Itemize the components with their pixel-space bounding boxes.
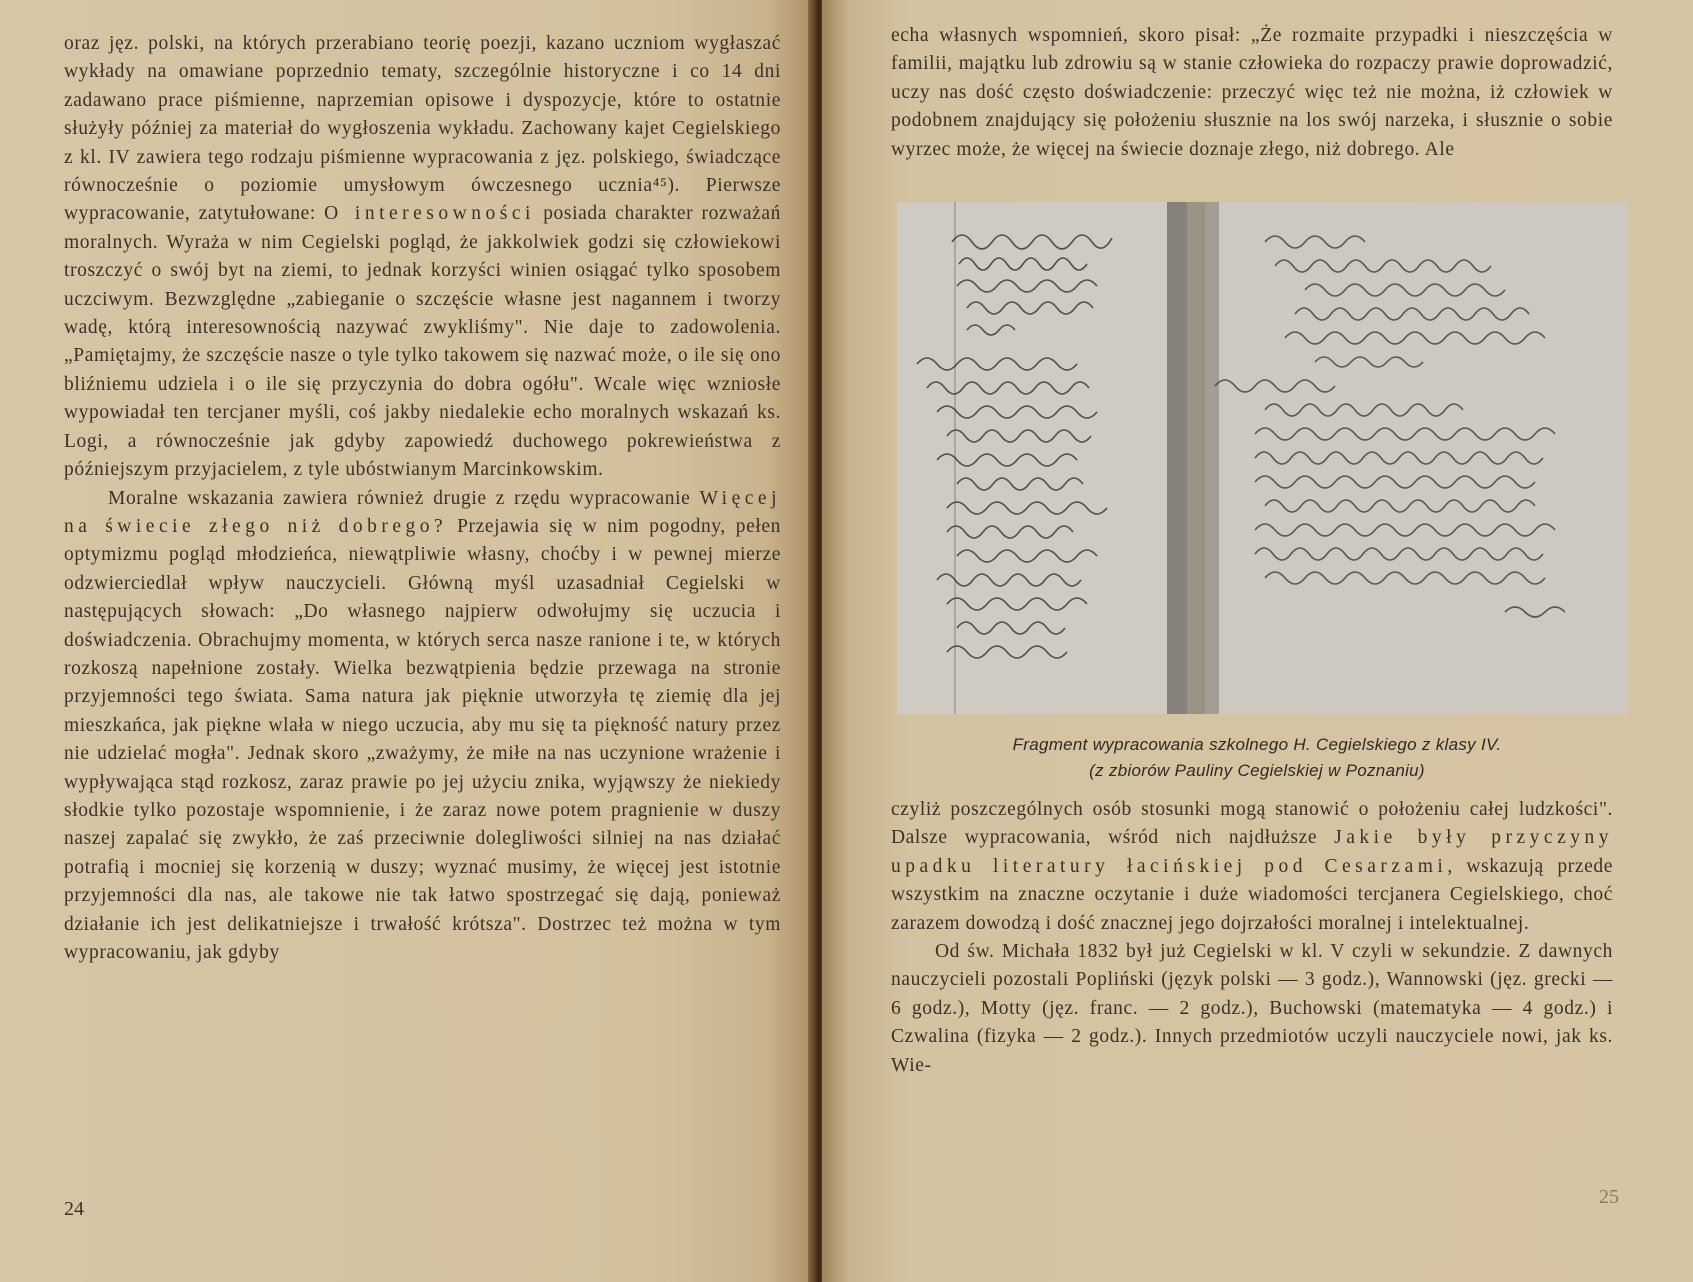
right-page: [822, 0, 1693, 1282]
left-paragraph: [64, 30, 781, 485]
left-spaced-title: Więcej na świecie złego niż dobrego?: [64, 487, 781, 537]
left-text-run: posiada charakter rozważań moralnych. Wyraża w nim Cegielski pogląd, że jakkolwiek godzi się człowiekowi troszczyć o swój byt na ziemi, to jednak korzyści winien osiągać tylko sposobem uczciwym. Bezwzględne „zabieganie o szczęście własne jest nagannem i tworzy wadę, którą interesownością nazywać zwykliśmy". Nie daje to zadowolenia. „Pamiętajmy, że szczęście nasze o tyle tylko takowem się nazwać może, o ile się ono bliźniemu udziela i o ile się przyczynia do dobra ogółu". Wcale więc wzniosłe wypowiadał ten tercjaner myśli, coś jakby niedalekie echo moralnych wskazań ks. Logi, a równocześnie jak gdyby zapowiedź duchowego pokrewieństwa z późniejszym przyjacielem, z tyle ubóstwianym Marcinkowskim.: [64, 203, 781, 481]
figure-caption-line-1: Fragment wypracowania szkolnego H. Cegielskiego z klasy IV.: [1012, 735, 1502, 755]
left-spaced-title: O interesowności: [324, 203, 535, 225]
figure-caption: [867, 732, 1647, 784]
right-text-run: , wskazują przede wszystkim na znaczne oczytanie i duże wiadomości tercjanera Cegielskiego, choć zarazem dowodzą i dość znacznej jego dojrzałości moralnej i intelektualnej.: [891, 855, 1613, 934]
right-paragraph: [891, 938, 1613, 1080]
right-page-text: [891, 796, 1613, 1080]
figure-caption-line-2: (z zbiorów Pauliny Cegielskiej w Poznaniu): [1089, 761, 1425, 781]
left-text-run: oraz jęz. polski, na których przerabiano teorię poezji, kazano uczniom wygłaszać wykłady na omawiane poprzednio tematy, szczególnie historyczne i co 14 dni zadawano prace piśmienne, naprzemian opisowe i dyspozycje, które to ostatnie służyły później za materiał do wygłoszenia wykładu. Zachowany kajet Cegielskiego z kl. IV zawiera tego rodzaju piśmienne wypracowania z jęz. polskiego, świadczące równocześnie o poziomie umysłowym ówczesnego ucznia⁴⁵). Pierwsze wypracowanie, zatytułowane:: [64, 33, 781, 225]
right-top-paragraph: echa własnych wspomnień, skoro pisał: „Że rozmaite przypadki i nieszczęścia w familii, majątku lub zdrowiu są w stanie człowieka do rozpaczy prawie doprowadzić, uczy nas dość często doświadczenie: przeczyć więc też nie można, iż człowiek w podobnem znajdujący się położeniu słusznie na los swój narzeka, i słusznie o sobie wyrzec może, że więcej na świecie doznaje złego, niż dobrego. Ale: [891, 25, 1613, 160]
manuscript-photo-right: [1205, 202, 1627, 714]
left-text-run: Moralne wskazania zawiera również drugie z rzędu wypracowanie: [108, 487, 700, 509]
left-page-number: 24: [64, 1198, 84, 1220]
right-spaced-title: Jakie były przyczyny upadku literatury łacińskiej pod Cesarzami: [891, 827, 1613, 877]
left-text-run: Przejawia się w nim pogodny, pełen optymizmu pogląd młodzieńca, niewątpliwie własny, choćby i w pewnej mierze odzwierciedlał wpływ nauczycieli. Główną myśl uzasadniał Cegielski w następujących słowach: „Do własnego najpierw odwołujmy się uczucia i doświadczenia. Obrachujmy momenta, w których serca nasze ranione i te, w których rozkoszą napełnione zostały. Wielka bezwątpienia będzie przewaga na stronie przyjemności tego świata. Sama natura jak pięknie utworzyła tę ziemię dla jej mieszkańca, jak piękne wlała w niego uczucia, aby mu się ta piękność natury przez nie udzielać mogła". Jednak skoro „zważymy, że miłe na nas uczynione wrażenie i wypływająca stąd rozkosz, zaraz prawie po jej użyciu znika, wyjąwszy że niekiedy słodkie tylko pozostaje wspomnienie, i że zaraz nowe potem pragnienie w duszy naszej zapalać się zwykło, że zaś przeciwnie dolegliwości silniej na nas działać potrafią i mocniej się korzenią w duszy; wyznać musimy, że więcej jest istotnie przyjemności dla nas, ale takowe nie tak łatwo spostrzegać się dają, ponieważ działanie ich jest delikatniejsze i trwałość krótsza". Dostrzec też można w tym wypracowaniu, jak gdyby: [64, 515, 781, 963]
right-text-run: czyliż poszczególnych osób stosunki mogą stanowić o położeniu całej ludzkości". Dalsze wypracowania, wśród nich najdłuższe: [891, 799, 1613, 849]
right-page-number: 25: [1599, 1186, 1619, 1208]
manuscript-figure: [897, 202, 1627, 714]
left-page-text: [64, 30, 781, 967]
right-page-top-text: [891, 22, 1613, 164]
left-paragraph: [64, 485, 781, 968]
left-page: [0, 0, 816, 1282]
manuscript-photo-left: [897, 202, 1187, 714]
right-paragraph: [891, 796, 1613, 938]
right-text-run: Od św. Michała 1832 był już Cegielski w kl. V czyli w sekundzie. Z dawnych nauczycieli pozostali Popliński (język polski — 3 godz.), Wannowski (jęz. grecki — 6 godz.), Motty (jęz. franc. — 2 godz.), Buchowski (matematyka — 4 godz.) i Czwalina (fizyka — 2 godz.). Innych przedmiotów uczyli nauczyciele nowi, jak ks. Wie-: [891, 941, 1613, 1076]
